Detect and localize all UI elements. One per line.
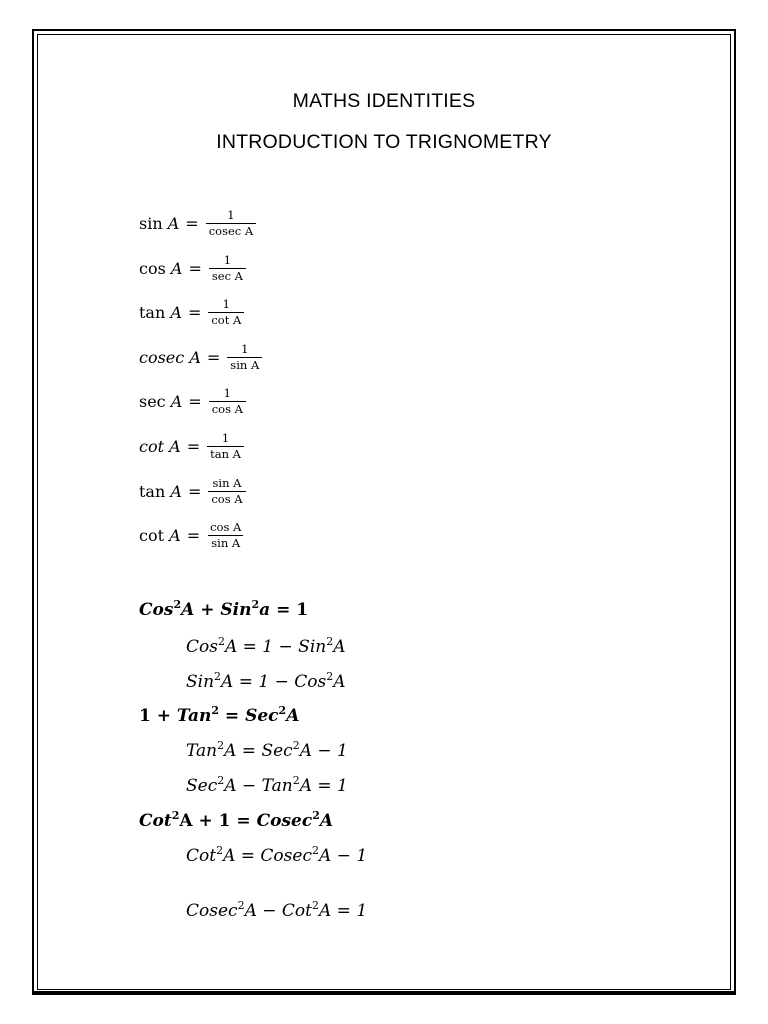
reciprocal-identity (139, 206, 256, 240)
equals-sign: = (186, 525, 201, 545)
fraction-denominator: cos A (209, 401, 246, 416)
fraction-numerator: 1 (223, 252, 232, 267)
fraction-numerator: 1 (222, 296, 230, 311)
fraction-numerator: 1 (223, 385, 231, 400)
identity-lhs: tan A (139, 302, 182, 322)
derived-identity: Cosec$^2$A − Cot$^2$A = 1 (186, 899, 368, 921)
page-subtitle: INTRODUCTION TO TRIGNOMETRY (216, 131, 552, 153)
fraction-numerator: sin A (212, 475, 242, 490)
derived-identity: Sec$^2$A − Tan$^2$A = 1 (186, 774, 348, 796)
fraction (206, 209, 256, 238)
equals-sign: = (188, 391, 202, 411)
reciprocal-identity (139, 518, 244, 552)
derived-identity: Cot$^2$A = Cosec$^2$A − 1 (186, 844, 368, 866)
fraction-denominator: sin A (208, 535, 243, 550)
reciprocal-identity (139, 251, 246, 285)
equals-sign: = (187, 302, 202, 322)
identity-tan2-sec2: 1 + Tan$^2$ = Sec$^2$A (139, 704, 300, 726)
equals-sign: = (185, 213, 199, 233)
derived-identity: Sin$^2$A = 1 − Cos$^2$A (186, 670, 346, 692)
fraction (208, 298, 244, 327)
fraction (209, 387, 246, 416)
equals-sign: = (186, 436, 201, 456)
equals-sign: = (187, 481, 202, 501)
reciprocal-identity (139, 474, 246, 508)
fraction-denominator: tan A (207, 446, 244, 461)
page-border-inner (37, 34, 731, 990)
identity-lhs: cot A (139, 525, 181, 545)
reciprocal-identity (139, 340, 262, 374)
fraction (227, 343, 262, 372)
equals-sign: = (188, 258, 202, 278)
identity-cos2-sin2: Cos$^2$A + Sin$^2$a = 1 (139, 598, 309, 620)
identity-lhs: sec A (139, 391, 183, 411)
fraction (207, 432, 244, 461)
identity-lhs: cosec A (139, 347, 201, 367)
fraction (209, 254, 246, 283)
reciprocal-identity (139, 429, 244, 463)
equals-sign: = (206, 347, 221, 367)
identity-cot2-cosec2: Cot$^2$A + 1 = Cosec$^2$A (139, 809, 334, 831)
reciprocal-identity (139, 384, 246, 418)
identity-lhs: sin A (139, 213, 180, 233)
fraction (208, 477, 245, 506)
fraction-denominator: sec A (209, 268, 246, 283)
identity-lhs: tan A (139, 481, 182, 501)
fraction-denominator: cosec A (206, 223, 256, 238)
fraction-numerator: cos A (210, 519, 242, 534)
derived-identity: Tan$^2$A = Sec$^2$A − 1 (186, 739, 348, 761)
fraction-denominator: cos A (208, 491, 245, 506)
fraction-numerator: 1 (221, 430, 230, 445)
identity-lhs: cos A (139, 258, 183, 278)
fraction-numerator: 1 (227, 207, 235, 222)
page-title: MATHS IDENTITIES (292, 90, 476, 112)
fraction-denominator: cot A (208, 312, 244, 327)
fraction-numerator: 1 (241, 341, 249, 356)
reciprocal-identity (139, 295, 244, 329)
identity-lhs: cot A (139, 436, 181, 456)
derived-identity: Cos$^2$A = 1 − Sin$^2$A (186, 635, 346, 657)
fraction-denominator: sin A (227, 357, 262, 372)
fraction (207, 521, 244, 550)
